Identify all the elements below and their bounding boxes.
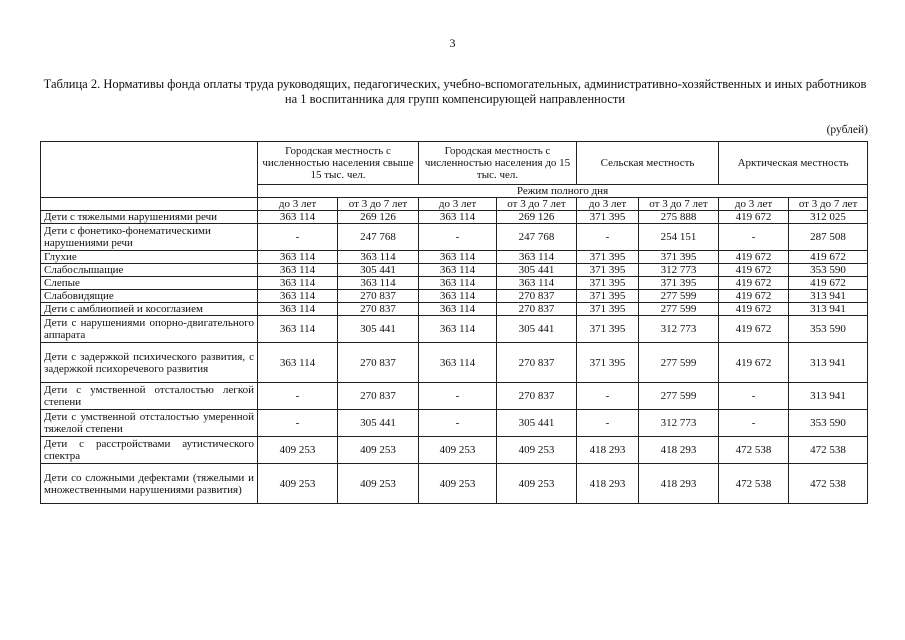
value-cell: 363 114 — [419, 343, 497, 383]
row-category: Слабослышащие — [41, 264, 258, 277]
row-category: Слабовидящие — [41, 290, 258, 303]
value-cell: 275 888 — [639, 211, 719, 224]
value-cell: 270 837 — [497, 343, 577, 383]
value-cell: - — [419, 410, 497, 437]
value-cell: 419 672 — [719, 211, 789, 224]
value-cell: 371 395 — [577, 343, 639, 383]
value-cell: 277 599 — [639, 343, 719, 383]
value-cell: 371 395 — [577, 264, 639, 277]
value-cell: 418 293 — [639, 437, 719, 464]
value-cell: 363 114 — [497, 251, 577, 264]
value-cell: 363 114 — [497, 277, 577, 290]
value-cell: 312 773 — [639, 410, 719, 437]
value-cell: 247 768 — [338, 224, 419, 251]
value-cell: 287 508 — [789, 224, 868, 251]
value-cell: 472 538 — [789, 464, 868, 504]
value-cell: 305 441 — [338, 410, 419, 437]
value-cell: 305 441 — [338, 264, 419, 277]
value-cell: 312 773 — [639, 316, 719, 343]
value-cell: 363 114 — [258, 290, 338, 303]
value-cell: 270 837 — [338, 303, 419, 316]
row-category: Дети с фонетико-фонематическими нарушениями речи — [41, 224, 258, 251]
value-cell: 353 590 — [789, 410, 868, 437]
age-header-row — [41, 198, 868, 211]
value-cell: 313 941 — [789, 290, 868, 303]
value-cell: 363 114 — [258, 277, 338, 290]
value-cell: 418 293 — [639, 464, 719, 504]
value-cell: 247 768 — [497, 224, 577, 251]
table-row — [41, 437, 868, 464]
value-cell: 409 253 — [419, 464, 497, 504]
value-cell: - — [258, 383, 338, 410]
corner-cell — [41, 142, 258, 198]
value-cell: 270 837 — [338, 290, 419, 303]
value-cell: 371 395 — [577, 316, 639, 343]
age-header: от 3 до 7 лет — [338, 198, 419, 211]
table-row — [41, 410, 868, 437]
value-cell: - — [258, 410, 338, 437]
value-cell: 419 672 — [789, 251, 868, 264]
value-cell: 305 441 — [497, 264, 577, 277]
value-cell: 270 837 — [497, 290, 577, 303]
value-cell: 371 395 — [577, 211, 639, 224]
value-cell: 363 114 — [258, 303, 338, 316]
table-row — [41, 343, 868, 383]
value-cell: 363 114 — [258, 251, 338, 264]
value-cell: 409 253 — [338, 437, 419, 464]
age-header: до 3 лет — [258, 198, 338, 211]
value-cell: 269 126 — [497, 211, 577, 224]
value-cell: 363 114 — [258, 343, 338, 383]
value-cell: - — [719, 224, 789, 251]
value-cell: 418 293 — [577, 464, 639, 504]
page-number: 3 — [449, 36, 456, 50]
value-cell: 313 941 — [789, 383, 868, 410]
value-cell: 409 253 — [258, 437, 338, 464]
age-header: до 3 лет — [577, 198, 639, 211]
value-cell: 254 151 — [639, 224, 719, 251]
value-cell: - — [577, 383, 639, 410]
value-cell: 363 114 — [419, 264, 497, 277]
value-cell: 419 672 — [719, 290, 789, 303]
value-cell: 363 114 — [338, 277, 419, 290]
value-cell: 472 538 — [719, 437, 789, 464]
row-category: Дети с тяжелыми нарушениями речи — [41, 211, 258, 224]
value-cell: 363 114 — [258, 264, 338, 277]
value-cell: 472 538 — [789, 437, 868, 464]
value-cell: 353 590 — [789, 264, 868, 277]
value-cell: 409 253 — [338, 464, 419, 504]
value-cell: 419 672 — [719, 316, 789, 343]
value-cell: - — [719, 410, 789, 437]
value-cell: 371 395 — [577, 290, 639, 303]
table-row — [41, 290, 868, 303]
value-cell: 312 773 — [639, 264, 719, 277]
value-cell: 277 599 — [639, 290, 719, 303]
value-cell: - — [577, 224, 639, 251]
age-header: от 3 до 7 лет — [789, 198, 868, 211]
value-cell: 371 395 — [577, 303, 639, 316]
value-cell: 419 672 — [719, 251, 789, 264]
table-row — [41, 303, 868, 316]
value-cell: 419 672 — [719, 343, 789, 383]
value-cell: 363 114 — [419, 211, 497, 224]
value-cell: 363 114 — [258, 316, 338, 343]
age-header: до 3 лет — [419, 198, 497, 211]
value-cell: 409 253 — [419, 437, 497, 464]
age-header: от 3 до 7 лет — [639, 198, 719, 211]
value-cell: 305 441 — [497, 316, 577, 343]
row-category: Глухие — [41, 251, 258, 264]
value-cell: 313 941 — [789, 343, 868, 383]
row-category: Дети с амблиопией и косоглазием — [41, 303, 258, 316]
value-cell: 313 941 — [789, 303, 868, 316]
regime-header: Режим полного дня — [258, 185, 868, 198]
value-cell: 472 538 — [719, 464, 789, 504]
table-row — [41, 224, 868, 251]
value-cell: 269 126 — [338, 211, 419, 224]
value-cell: 418 293 — [577, 437, 639, 464]
value-cell: 305 441 — [338, 316, 419, 343]
value-cell: 363 114 — [419, 303, 497, 316]
value-cell: 277 599 — [639, 383, 719, 410]
value-cell: 363 114 — [419, 290, 497, 303]
row-category: Дети с задержкой психического развития, с задержкой психоречевого развития — [41, 343, 258, 383]
value-cell: 312 025 — [789, 211, 868, 224]
value-cell: 419 672 — [789, 277, 868, 290]
age-corner-cell — [41, 198, 258, 211]
value-cell: - — [719, 383, 789, 410]
value-cell: 419 672 — [719, 303, 789, 316]
row-category: Слепые — [41, 277, 258, 290]
value-cell: - — [577, 410, 639, 437]
table-title: Таблица 2. Нормативы фонда оплаты труда руководящих, педагогических, учебно-вспомогательных, административно-хозяйственных и иных работников на 1 воспитанника для групп компенсирующей направленности — [43, 77, 867, 106]
value-cell: 270 837 — [497, 303, 577, 316]
value-cell: 371 395 — [639, 251, 719, 264]
row-category: Дети с умственной отсталостью легкой степени — [41, 383, 258, 410]
value-cell: 371 395 — [577, 277, 639, 290]
table-row — [41, 316, 868, 343]
value-cell: 371 395 — [639, 277, 719, 290]
value-cell: 363 114 — [419, 251, 497, 264]
table-row — [41, 251, 868, 264]
value-cell: 419 672 — [719, 264, 789, 277]
value-cell: 270 837 — [338, 343, 419, 383]
table-body — [41, 211, 868, 504]
row-category: Дети с расстройствами аутистического спектра — [41, 437, 258, 464]
row-category: Дети со сложными дефектами (тяжелыми и множественными нарушениями развития) — [41, 464, 258, 504]
value-cell: 363 114 — [338, 251, 419, 264]
value-cell: 409 253 — [258, 464, 338, 504]
value-cell: 353 590 — [789, 316, 868, 343]
value-cell: 419 672 — [719, 277, 789, 290]
value-cell: 363 114 — [419, 316, 497, 343]
value-cell: 305 441 — [497, 410, 577, 437]
table-row — [41, 211, 868, 224]
table-row — [41, 277, 868, 290]
value-cell: 363 114 — [258, 211, 338, 224]
group-header-urban-small: Городская местность с численностью населения до 15 тыс. чел. — [419, 142, 577, 185]
value-cell: - — [419, 224, 497, 251]
currency-note: (рублей) — [826, 124, 868, 136]
group-header-row — [41, 142, 868, 185]
norms-table — [40, 141, 868, 504]
value-cell: 371 395 — [577, 251, 639, 264]
value-cell: - — [258, 224, 338, 251]
row-category: Дети с нарушениями опорно-двигательного аппарата — [41, 316, 258, 343]
row-category: Дети с умственной отсталостью умеренной тяжелой степени — [41, 410, 258, 437]
value-cell: 409 253 — [497, 464, 577, 504]
value-cell: 277 599 — [639, 303, 719, 316]
table-row — [41, 383, 868, 410]
table-row — [41, 464, 868, 504]
table-row — [41, 264, 868, 277]
value-cell: - — [419, 383, 497, 410]
value-cell: 270 837 — [497, 383, 577, 410]
group-header-arctic: Арктическая местность — [719, 142, 868, 185]
value-cell: 363 114 — [419, 277, 497, 290]
age-header: до 3 лет — [719, 198, 789, 211]
group-header-urban-large: Городская местность с численностью населения свыше 15 тыс. чел. — [258, 142, 419, 185]
age-header: от 3 до 7 лет — [497, 198, 577, 211]
value-cell: 270 837 — [338, 383, 419, 410]
group-header-rural: Сельская местность — [577, 142, 719, 185]
value-cell: 409 253 — [497, 437, 577, 464]
